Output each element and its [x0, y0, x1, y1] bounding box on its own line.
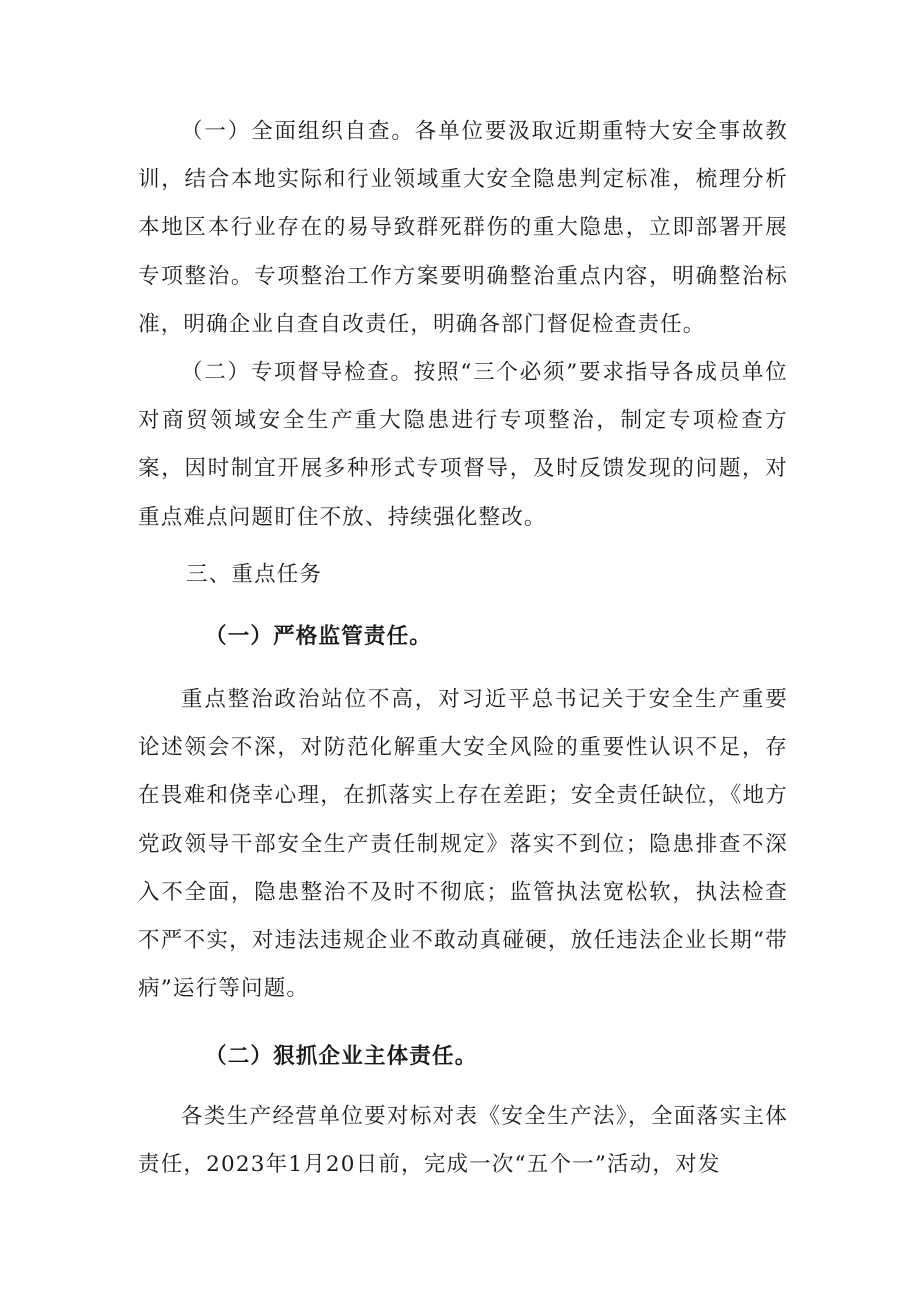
paragraph-enterprise-duties: 各类生产经营单位要对标对表《安全生产法》，全面落实主体责任，2023年1月20日前，完成一次“五个一”活动，对发 — [138, 1104, 788, 1178]
section-heading-key-tasks: 三、重点任务 — [186, 562, 323, 587]
sub-heading-enterprise-responsibility: （二）狠抓企业主体责任。 — [205, 1044, 478, 1069]
sub-heading-regulatory-responsibility: （一）严格监管责任。 — [205, 624, 433, 649]
paragraph-self-inspection: （一）全面组织自查。各单位要汲取近期重特大安全事故教训，结合本地实际和行业领域重大安全隐患判定标准，梳理分析本地区本行业存在的易导致群死群伤的重大隐患，立即部署开展专项整治。专项整治工作方案要明确整治重点内容，明确整治标准，明确企业自查自改责任，明确各部门督促检查责任。 — [138, 119, 788, 337]
paragraph-special-supervision: （二）专项督导检查。按照“三个必须”要求指导各成员单位对商贸领域安全生产重大隐患进行专项整治，制定专项检查方案，因时制宜开展多种形式专项督导，及时反馈发现的问题，对重点难点问题盯住不放、持续强化整改。 — [138, 360, 788, 530]
paragraph-regulatory-issues: 重点整治政治站位不高，对习近平总书记关于安全生产重要论述领会不深，对防范化解重大安全风险的重要性认识不足，存在畏难和侥幸心理，在抓落实上存在差距；安全责任缺位，《地方党政领导干部安全生产责任制规定》落实不到位；隐患排查不深入不全面，隐患整治不及时不彻底；监管执法宽松软，执法检查不严不实，对违法违规企业不敢动真碰硬，放任违法企业长期“带病”运行等问题。 — [138, 687, 788, 1002]
